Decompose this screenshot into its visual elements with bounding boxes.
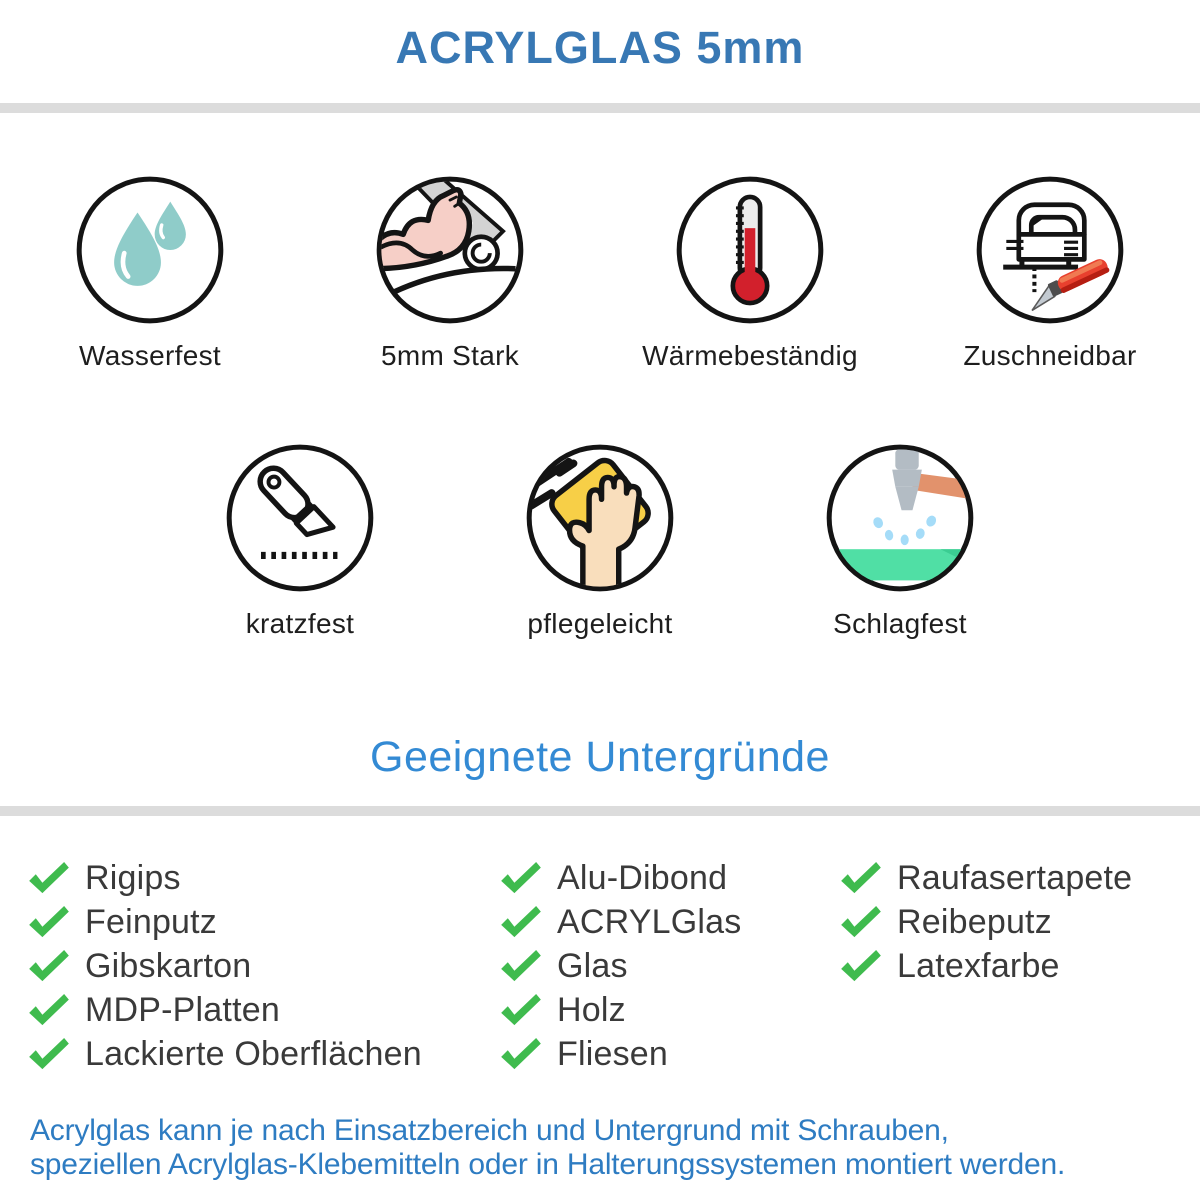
surface-label: Lackierte Oberflächen (85, 1034, 422, 1073)
mounting-note-line-1: Acrylglas kann je nach Einsatzbereich und Untergrund mit Schrauben, (30, 1114, 949, 1147)
surface-label: Reibeputz (897, 902, 1052, 941)
check-icon (840, 949, 882, 983)
check-icon (500, 905, 542, 939)
surface-label: Fliesen (557, 1034, 669, 1073)
water-drops-icon (72, 172, 228, 328)
list-item (28, 988, 500, 1032)
feature-waterproof (0, 172, 300, 372)
surfaces-column-2 (500, 856, 840, 1076)
utility-knife-icon (222, 440, 378, 596)
mounting-note (30, 1114, 1065, 1182)
list-item (500, 988, 840, 1032)
list-item (500, 1032, 840, 1076)
strong-arm-sheet-icon (372, 172, 528, 328)
page-title: ACRYLGLAS 5mm (395, 22, 805, 73)
list-item (500, 856, 840, 900)
list-item (28, 1032, 500, 1076)
hammer-impact-icon (822, 440, 978, 596)
surface-label: Latexfarbe (897, 946, 1060, 985)
feature-row-1 (0, 172, 1200, 372)
surface-label: Holz (557, 990, 626, 1029)
feature-label: Zuschneidbar (963, 340, 1137, 371)
feature-label: kratzfest (245, 608, 355, 639)
check-icon (500, 861, 542, 895)
list-item (840, 900, 1190, 944)
cleaning-hand-icon (522, 440, 678, 596)
list-item (28, 900, 500, 944)
feature-heat-resistant (600, 172, 900, 372)
list-item (840, 856, 1190, 900)
check-icon (500, 1037, 542, 1071)
surfaces-column-3 (840, 856, 1190, 1076)
surfaces-checklist (28, 856, 1190, 1076)
list-item (28, 944, 500, 988)
feature-label: 5mm Stark (380, 340, 520, 371)
feature-cuttable (900, 172, 1200, 372)
feature-row-2 (0, 440, 1200, 640)
list-item (500, 944, 840, 988)
surface-label: Alu-Dibond (557, 858, 728, 897)
surface-label: ACRYLGlas (557, 902, 742, 941)
surface-label: Rigips (85, 858, 181, 897)
surface-label: Feinputz (85, 902, 218, 941)
feature-label: Wasserfest (79, 340, 221, 371)
surface-label: Glas (557, 946, 628, 985)
feature-impact-proof (750, 440, 1050, 640)
feature-thickness (300, 172, 600, 372)
check-icon (28, 861, 70, 895)
check-icon (500, 993, 542, 1027)
list-item (28, 856, 500, 900)
surface-label: Raufasertapete (897, 858, 1133, 897)
jigsaw-cutter-icon (972, 172, 1128, 328)
check-icon (28, 1037, 70, 1071)
feature-label: pflegeleicht (527, 608, 673, 639)
divider-middle (0, 806, 1200, 816)
divider-top (0, 103, 1200, 113)
surfaces-heading: Geeignete Untergründe (370, 733, 830, 781)
check-icon (840, 861, 882, 895)
check-icon (28, 993, 70, 1027)
feature-label: Schlagfest (833, 608, 967, 639)
list-item (840, 944, 1190, 988)
mounting-note-line-2: speziellen Acrylglas-Klebemitteln oder in Halterungssystemen montiert werden. (30, 1148, 1066, 1181)
surface-label: Gibskarton (85, 946, 252, 985)
feature-scratch-proof (150, 440, 450, 640)
check-icon (500, 949, 542, 983)
check-icon (840, 905, 882, 939)
feature-label: Wärmebeständig (642, 340, 858, 371)
check-icon (28, 949, 70, 983)
list-item (500, 900, 840, 944)
surface-label: MDP-Platten (85, 990, 280, 1029)
surfaces-column-1 (28, 856, 500, 1076)
thermometer-icon (672, 172, 828, 328)
feature-easy-care (450, 440, 750, 640)
check-icon (28, 905, 70, 939)
